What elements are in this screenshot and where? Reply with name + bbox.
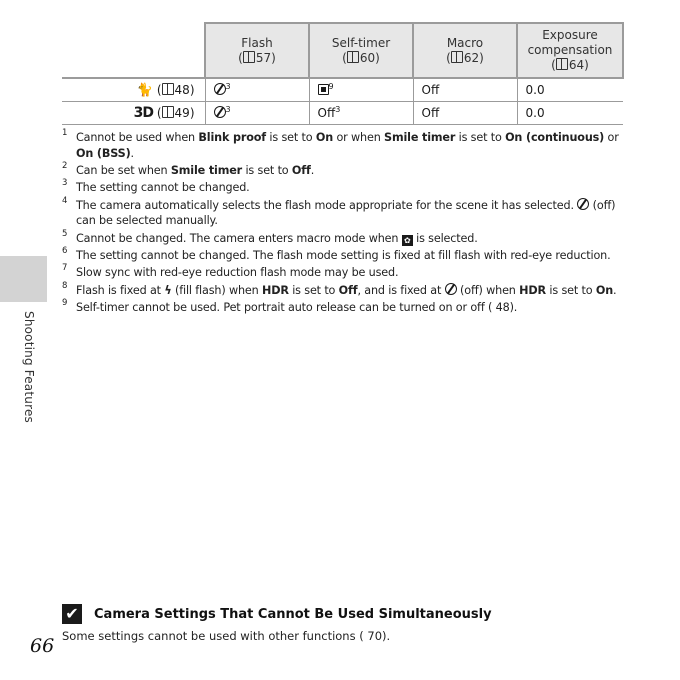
footnote-2: 2 Can be set when Smile timer is set to Off. bbox=[62, 161, 315, 178]
section-tab bbox=[0, 256, 47, 302]
footnote-4: 4 The camera automatically selects the flash mode appropriate for the scene it has selected. (off) can be selected manually. bbox=[62, 195, 616, 228]
cell-flash: 3 bbox=[205, 78, 309, 102]
col-header-flash-ref: ( 57) bbox=[238, 50, 276, 65]
cell-self-timer: 9 bbox=[309, 78, 413, 102]
page-number: 66 bbox=[30, 635, 55, 657]
table-row bbox=[62, 78, 623, 102]
flash-off-icon bbox=[214, 83, 226, 95]
footnotes bbox=[62, 130, 622, 317]
col-header-macro-ref: ( 62) bbox=[446, 50, 484, 65]
row-header-pet-portrait: 🐈 ( 48) bbox=[62, 78, 205, 102]
cell-self-timer: Off$^3$ bbox=[309, 102, 413, 125]
3d-photography-icon: 3D bbox=[133, 105, 154, 121]
table-header-row bbox=[62, 23, 623, 78]
pet-portrait-icon: 🐈 bbox=[136, 82, 154, 98]
book-reference-icon bbox=[556, 58, 568, 70]
book-reference-icon bbox=[451, 51, 463, 63]
footnote-3: 3 The setting cannot be changed. bbox=[62, 178, 250, 195]
book-reference-icon bbox=[347, 51, 359, 63]
row-header-3d-photography: 3D ( 49) bbox=[62, 102, 205, 125]
book-reference-icon bbox=[243, 51, 255, 63]
scene-settings-table bbox=[62, 22, 624, 125]
cell-exposure: 0.0 bbox=[517, 78, 623, 102]
cell-flash: 3 bbox=[205, 102, 309, 125]
flash-off-icon bbox=[214, 106, 226, 118]
book-reference-icon bbox=[162, 83, 174, 95]
macro-scene-icon: ✿ bbox=[402, 235, 413, 246]
col-header-self-timer-ref: ( 60) bbox=[342, 50, 380, 65]
col-header-exposure-ref: ( 64) bbox=[551, 58, 589, 72]
footnote-5: 5 Cannot be changed. The camera enters macro mode when ✿ is selected. bbox=[62, 228, 478, 245]
col-header-self-timer-label: Self-timer bbox=[331, 35, 391, 50]
cell-exposure: 0.0 bbox=[517, 102, 623, 125]
note-text: Some settings cannot be used with other functions ( 70). bbox=[62, 629, 391, 643]
note-title: Camera Settings That Cannot Be Used Simultaneously bbox=[94, 607, 492, 622]
col-header-self-timer bbox=[309, 23, 413, 78]
col-header-flash bbox=[205, 23, 309, 78]
book-reference-icon bbox=[162, 106, 174, 118]
check-icon: ✔ bbox=[62, 604, 82, 624]
cell-macro: Off bbox=[413, 102, 517, 125]
section-label: Shooting Features bbox=[22, 311, 36, 423]
footnote-7: 7 Slow sync with red-eye reduction flash mode may be used. bbox=[62, 263, 399, 280]
col-header-exposure bbox=[517, 23, 623, 78]
col-header-macro bbox=[413, 23, 517, 78]
fill-flash-icon: ϟ bbox=[164, 283, 172, 297]
col-header-flash-label: Flash bbox=[241, 35, 273, 50]
table-row bbox=[62, 102, 623, 125]
self-timer-icon bbox=[318, 84, 329, 95]
footnote-6: 6 The setting cannot be changed. The flash mode setting is fixed at fill flash with red-eye reduction. bbox=[62, 246, 611, 263]
cell-macro: Off bbox=[413, 78, 517, 102]
col-header-exposure-label: Exposure bbox=[542, 28, 598, 42]
flash-off-icon bbox=[577, 198, 589, 210]
footnote-9: 9 Self-timer cannot be used. Pet portrait auto release can be turned on or off ( 48). bbox=[62, 297, 518, 314]
flash-off-icon bbox=[445, 283, 457, 295]
col-header-exposure-label-2: compensation bbox=[527, 43, 613, 57]
table-corner bbox=[62, 23, 205, 78]
footnote-8: 8 Flash is fixed at ϟ (fill flash) when HDR is set to Off, and is fixed at (off) when HDR is set to On. bbox=[62, 280, 617, 297]
footnote-1: 1 Cannot be used when Blink proof is set to On or when Smile timer is set to On (continuous) or On (BSS). bbox=[62, 128, 619, 160]
col-header-macro-label: Macro bbox=[446, 35, 484, 50]
